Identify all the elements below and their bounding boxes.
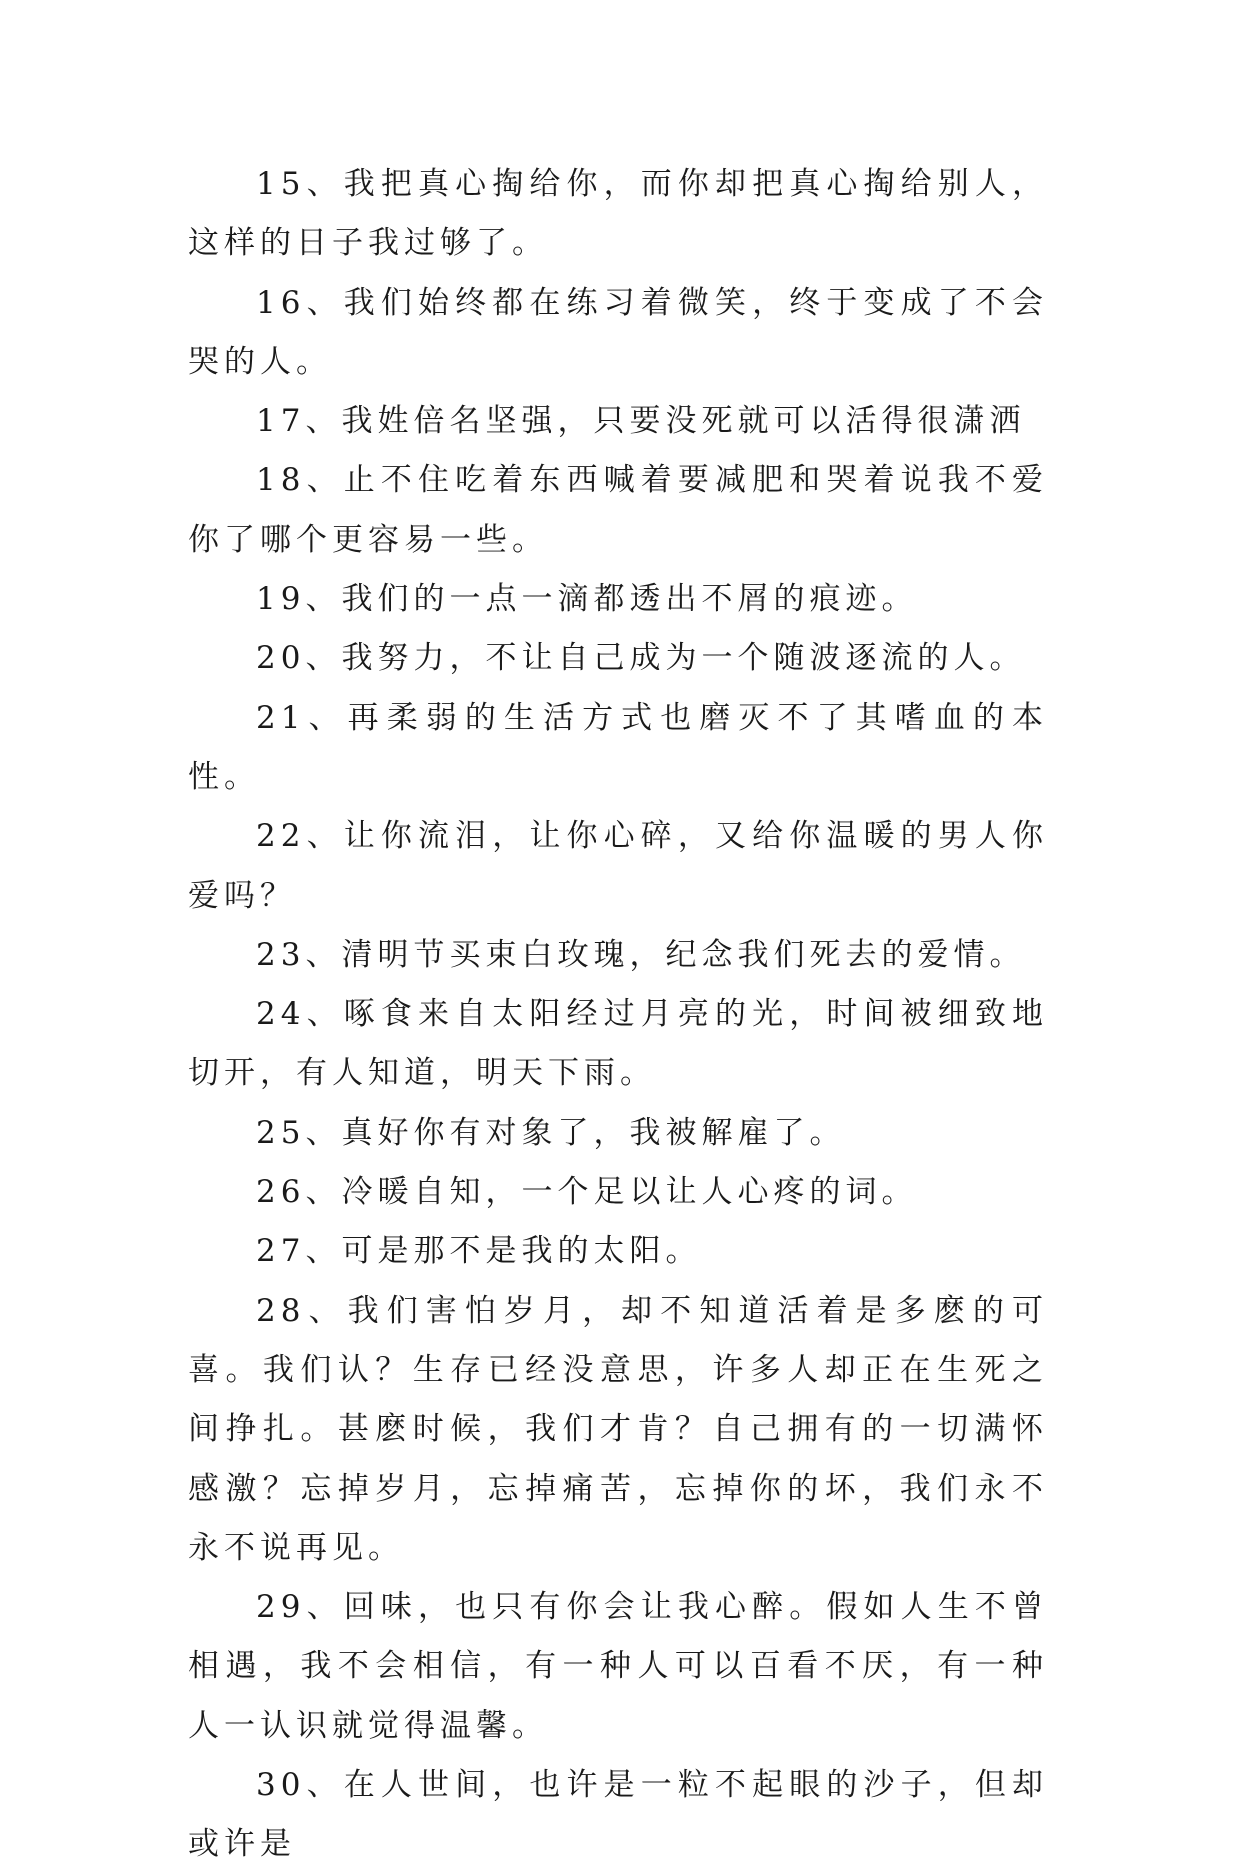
paragraph-16: 16、我们始终都在练习着微笑，终于变成了不会哭的人。 xyxy=(188,284,1048,380)
paragraph-21: 21、再柔弱的生活方式也磨灭不了其嗜血的本性。 xyxy=(188,699,1048,795)
paragraph-28: 28、我们害怕岁月，却不知道活着是多麽的可喜。我们认？生存已经没意思，许多人却正在生死之间挣扎。甚麽时候，我们才肯？自己拥有的一切满怀感激？忘掉岁月，忘掉痛苦，忘掉你的坏，我们永不永不说再见。 xyxy=(188,1292,1048,1566)
paragraph-15: 15、我把真心掏给你，而你却把真心掏给别人，这样的日子我过够了。 xyxy=(188,166,1048,262)
paragraph-17: 17、我姓倍名坚强，只要没死就可以活得很潇洒 xyxy=(256,403,1026,440)
paragraph-19: 19、我们的一点一滴都透出不屑的痕迹。 xyxy=(256,581,918,618)
paragraph-20: 20、我努力，不让自己成为一个随波逐流的人。 xyxy=(256,640,1026,677)
paragraph-26: 26、冷暖自知，一个足以让人心疼的词。 xyxy=(256,1174,918,1211)
paragraph-25: 25、真好你有对象了，我被解雇了。 xyxy=(256,1114,846,1151)
document-body xyxy=(188,155,1048,1875)
paragraph-27: 27、可是那不是我的太阳。 xyxy=(256,1233,702,1270)
paragraph-30: 30、在人世间，也许是一粒不起眼的沙子，但却或许是 xyxy=(188,1767,1048,1863)
paragraph-18: 18、止不住吃着东西喊着要减肥和哭着说我不爱你了哪个更容易一些。 xyxy=(188,462,1048,558)
paragraph-24: 24、啄食来自太阳经过月亮的光，时间被细致地切开，有人知道，明天下雨。 xyxy=(188,996,1048,1092)
paragraph-23: 23、清明节买束白玫瑰，纪念我们死去的爱情。 xyxy=(256,936,1026,973)
paragraph-29: 29、回味，也只有你会让我心醉。假如人生不曾相遇，我不会相信，有一种人可以百看不厌，有一种人一认识就觉得温馨。 xyxy=(188,1589,1048,1744)
paragraph-22: 22、让你流泪，让你心碎，又给你温暖的男人你爱吗？ xyxy=(188,818,1048,914)
